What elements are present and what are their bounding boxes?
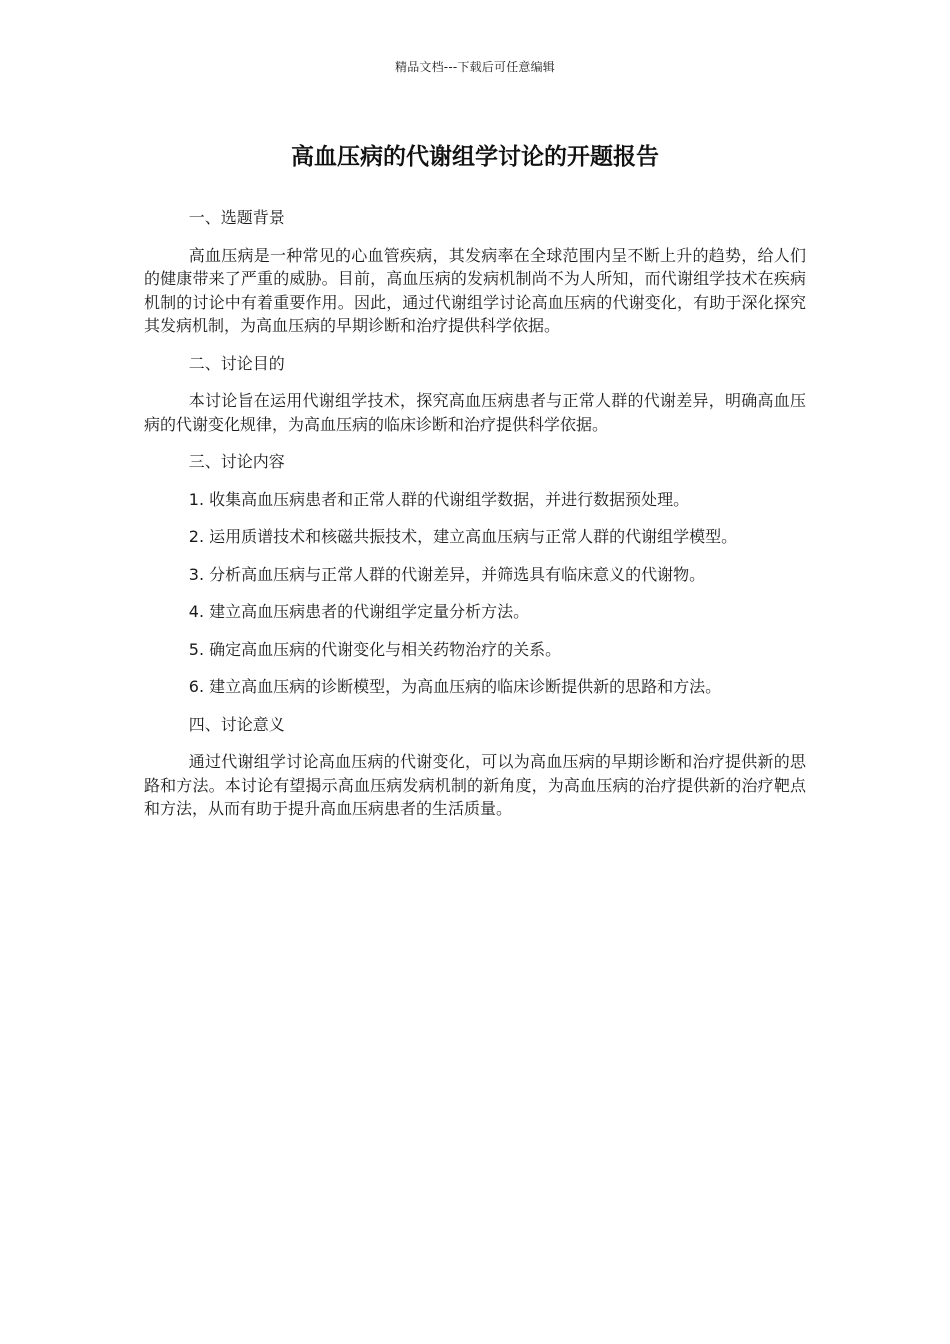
list-item: 3. 分析高血压病与正常人群的代谢差异，并筛选具有临床意义的代谢物。 — [188, 564, 706, 584]
document-title: 高血压病的代谢组学讨论的开题报告 — [291, 144, 659, 170]
section-heading-purpose: 二、讨论目的 — [188, 353, 285, 373]
section-heading-significance: 四、讨论意义 — [188, 714, 285, 734]
section-heading-background: 一、选题背景 — [188, 208, 285, 227]
list-item: 4. 建立高血压病患者的代谢组学定量分析方法。 — [188, 602, 530, 621]
list-item: 1. 收集高血压病患者和正常人群的代谢组学数据，并进行数据预处理。 — [188, 489, 690, 509]
section-paragraph-background: 高血压病是一种常见的心血管疾病，其发病率在全球范围内呈不断上升的趋势，给人们的健康带来了严重的威胁。目前，高血压病的发病机制尚不为人所知，而代谢组学技术在疾病机制的讨论中有着重要作用。因此，通过代谢组学讨论高血压病的代谢变化，有助于深化探究其发病机制，为高血压病的早期诊断和治疗提供科学依据。 — [144, 245, 806, 335]
document-body — [144, 206, 806, 835]
section-heading-content: 三、讨论内容 — [188, 452, 285, 471]
list-item: 5. 确定高血压病的代谢变化与相关药物治疗的关系。 — [188, 639, 562, 659]
section-paragraph-purpose: 本讨论旨在运用代谢组学技术，探究高血压病患者与正常人群的代谢差异，明确高血压病的代谢变化规律，为高血压病的临床诊断和治疗提供科学依据。 — [144, 391, 806, 434]
list-item: 2. 运用质谱技术和核磁共振技术，建立高血压病与正常人群的代谢组学模型。 — [188, 527, 738, 546]
section-paragraph-significance: 通过代谢组学讨论高血压病的代谢变化，可以为高血压病的早期诊断和治疗提供新的思路和方法。本讨论有望揭示高血压病发病机制的新角度，为高血压病的治疗提供新的治疗靶点和方法，从而有助于提升高血压病患者的生活质量。 — [144, 752, 806, 818]
header-note: 精品文档---下载后可任意编辑 — [395, 60, 555, 74]
list-item: 6. 建立高血压病的诊断模型，为高血压病的临床诊断提供新的思路和方法。 — [188, 677, 722, 696]
